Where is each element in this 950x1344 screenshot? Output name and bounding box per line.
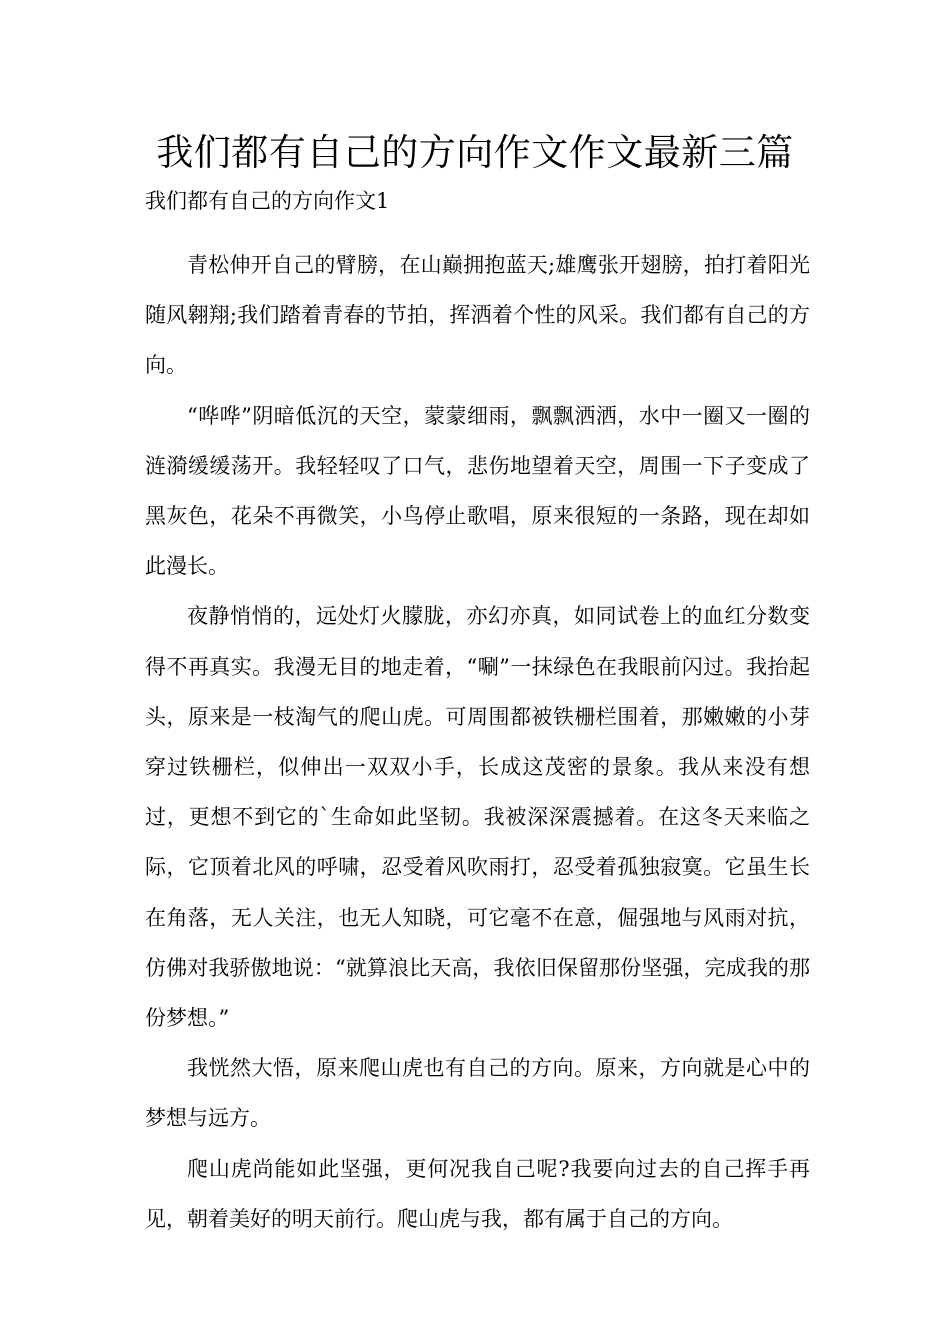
paragraph: “哗哗”阴暗低沉的天空，蒙蒙细雨，飘飘洒洒，水中一圈又一圈的涟漪缓缓荡开。我轻轻叹了口气，悲伤地望着天空，周围一下子变成了黑灰色，花朵不再微笑，小鸟停止歌唱，原来很短的一条路，现在却如此漫长。 [145,403,810,579]
paragraph: 夜静悄悄的，远处灯火朦胧，亦幻亦真，如同试卷上的血红分数变得不再真实。我漫无目的地走着，“唰”一抹绿色在我眼前闪过。我抬起头，原来是一枝淘气的爬山虎。可周围都被铁栅栏围着，那嫩嫩的小芽穿过铁栅栏，似伸出一双双小手，长成这茂密的景象。我从来没有想过，更想不到它的`生命如此坚韧。我被深深震撼着。在这冬天来临之际，它顶着北风的呼啸，忍受着风吹雨打，忍受着孤独寂寞。它虽生长在角落，无人关注，也无人知晓，可它毫不在意，倔强地与风雨对抗，仿佛对我骄傲地说：“就算浪比天高，我依旧保留那份坚强，完成我的那份梦想。” [145,604,810,1031]
essay-subtitle: 我们都有自己的方向作文1 [145,189,390,213]
paragraph: 青松伸开自己的臂膀，在山巅拥抱蓝天;雄鹰张开翅膀，拍打着阳光随风翱翔;我们踏着青春的节拍，挥洒着个性的风采。我们都有自己的方向。 [145,253,810,378]
document-title: 我们都有自己的方向作文作文最新三篇 [156,131,794,174]
paragraph: 我恍然大悟，原来爬山虎也有自己的方向。原来，方向就是心中的梦想与远方。 [145,1056,810,1131]
paragraph: 爬山虎尚能如此坚强，更何况我自己呢?我要向过去的自己挥手再见，朝着美好的明天前行。爬山虎与我，都有属于自己的方向。 [145,1156,810,1231]
article-body [145,186,810,1244]
